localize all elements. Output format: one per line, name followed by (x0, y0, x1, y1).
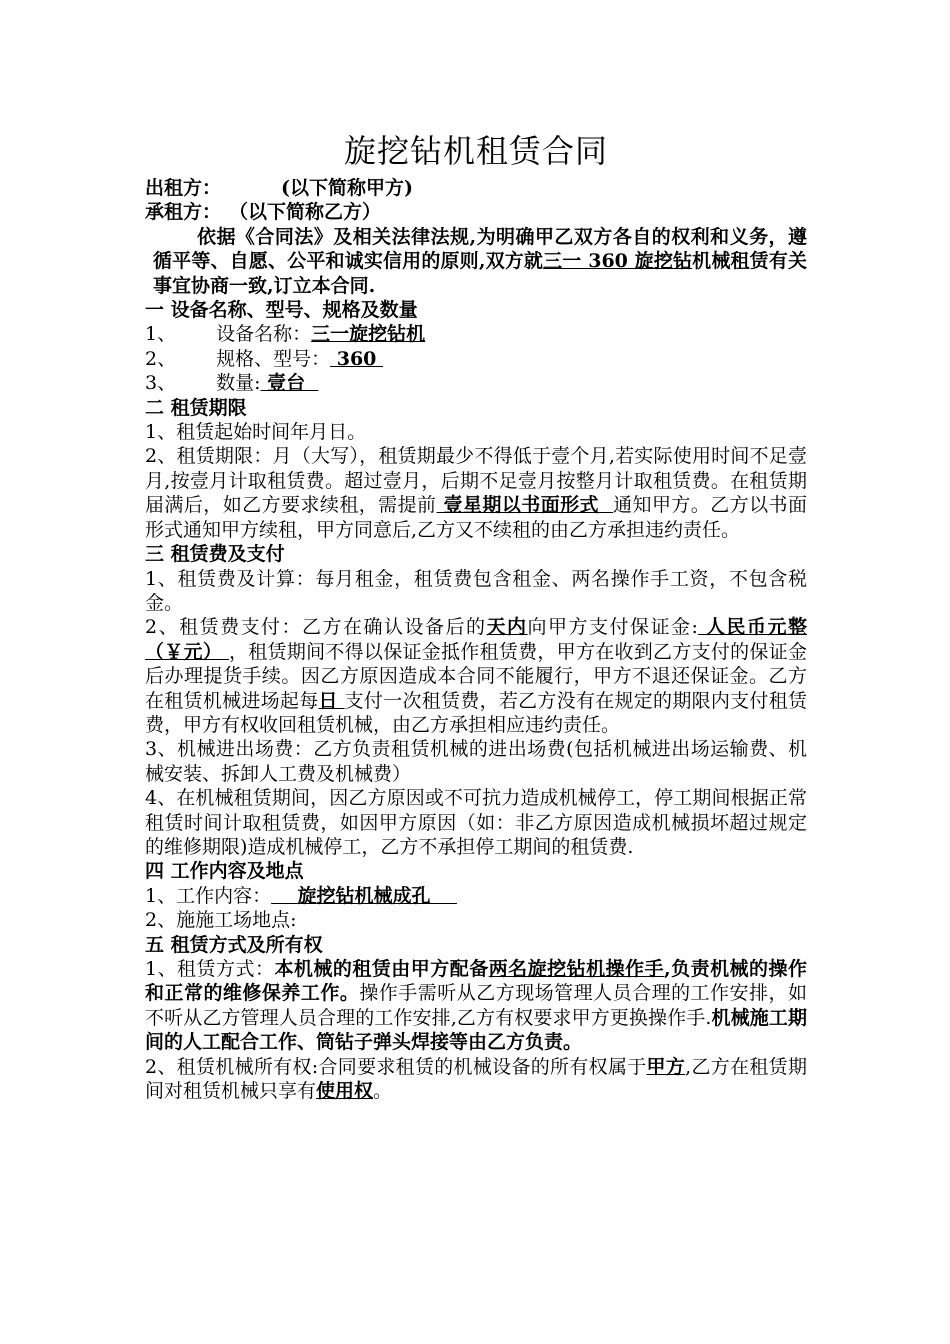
section4-p2: 2、施施工场地点: (145, 909, 297, 932)
paragraph-text: ,乙方在租赁期间对租赁机械只享有 (145, 1055, 807, 1103)
section3-p3: 3、机械进出场费：乙方负责租赁机械的进出场费(包括机械进出场运输费、机械安装、拆卸人工费及机械费） (145, 738, 807, 785)
item-number: 2、 (145, 347, 177, 370)
section3-p2 (145, 615, 807, 737)
underlined-text: 甲方 (646, 1055, 686, 1078)
lessor-note: (以下简称甲方) (281, 177, 413, 199)
section5-p2 (145, 1055, 807, 1104)
paragraph-text: 1、租赁方式： (145, 958, 275, 980)
section2-p2 (145, 444, 807, 542)
lessee-note: （以下简称乙方） (229, 201, 382, 224)
paragraph-text: ，租赁期间不得以保证金抵作租赁费，甲方在收到乙方支付的保证金后办理提货手续。因乙方原因造成本合同不能履行，甲方不退还保证金。乙方在租赁机械进场起每 (145, 640, 807, 712)
underlined-text: 壹星期以书面形式 (436, 494, 614, 517)
paragraph-text: 2、租赁期限：月（大写），租赁期最少不得低于壹个月,若实际使用时间不足壹月,按壹月计取租赁费。超过壹月，后期不足壹月按整月计取租赁费。在租赁期届满后，如乙方要求续租，需提前 (145, 445, 807, 517)
bold-text: 机械施工期间的人工配合工作、筒钻子弹头焊接等由乙方负责。 (145, 1006, 807, 1054)
section3-p1: 1、租赁费及计算：每月租金，租赁费包含租金、两名操作手工资，不包含税金。 (145, 567, 807, 614)
item-label: 数量: (216, 372, 261, 395)
section2-heading: 二 租赁期限 (145, 396, 247, 419)
item-number: 1、 (145, 323, 177, 346)
section3-heading: 三 租赁费及支付 (145, 543, 285, 566)
underlined-text: 日 (318, 689, 345, 712)
page-title: 旋挖钻机租赁合同 (343, 132, 608, 170)
item-value: 360 (330, 347, 383, 370)
intro-underlined: 三一 360 旋挖钻 (543, 250, 693, 273)
item-value: 三一旋挖钻机 (311, 323, 426, 346)
paragraph-text: 2、租赁机械所有权:合同要求租赁的机械设备的所有权属于 (145, 1055, 647, 1078)
item-number: 3、 (145, 372, 177, 395)
underlined-text: 使用权 (316, 1080, 374, 1103)
section3-p4: 4、在机械租赁期间，因乙方原因或不可抗力造成机械停工，停工期间根据正常租赁时间计取租赁费，如因甲方原因（如：非乙方原因造成机械损坏超过规定的维修期限)造成机械停工，乙方不承担停工期间的租赁费. (145, 787, 807, 858)
intro-text-end: 机械租赁有关事宜协商一致,订立本合同. (153, 250, 808, 297)
paragraph-text: 。 (373, 1080, 393, 1103)
section1-item-qty (145, 371, 807, 395)
intro-text: 依据《合同法》及相关法律法规,为明确甲乙双方各自的权利和义务，遵循平等、自愿、公平和诚实信用的原则,双方就 (153, 225, 807, 273)
section5-p1 (145, 957, 807, 1055)
section1-item-name (145, 322, 807, 346)
section1-item-spec (145, 347, 807, 371)
contract-page (145, 128, 807, 1103)
item-label: 设备名称： (216, 323, 312, 346)
section2-p1: 1、租赁起始时间年月日。 (145, 421, 367, 444)
lessor-line (145, 176, 807, 200)
paragraph-text: 支付一次租赁费，若乙方没有在规定的期限内支付租赁费，甲方有权收回租赁机械，由乙方承担相应违约责任。 (145, 689, 807, 736)
section4-heading: 四 工作内容及地点 (145, 860, 304, 883)
section5-heading: 五 租赁方式及所有权 (145, 933, 323, 956)
lessee-label: 承租方： (145, 201, 222, 224)
underlined-text: 天内 (486, 616, 528, 639)
lessee-line (145, 200, 807, 224)
bold-text: ,负责机械的操作和正常的维修保养工作。 (145, 958, 807, 1005)
paragraph-text: 通知甲方。乙方以书面形式通知甲方续租，甲方同意后,乙方又不续租的由乙方承担违约责任。 (145, 494, 807, 541)
paragraph-text: 操作手需听从乙方现场管理人员合理的工作安排，如不听从乙方管理人员合理的工作安排,乙方有权要求甲方更换操作手. (145, 982, 807, 1029)
item-value: 旋挖钻机械成孔 (271, 884, 458, 907)
item-value: 壹台 (260, 372, 319, 395)
lessor-label: 出租方： (145, 177, 222, 199)
paragraph-text: 向甲方支付保证金: (527, 616, 698, 639)
bold-text: 本机械的租赁由甲方配备 (274, 958, 489, 980)
item-label: 规格、型号： (216, 347, 331, 370)
section4-p1 (145, 884, 807, 908)
paragraph-text: 2、租赁费支付：乙方在确认设备后的 (145, 616, 487, 639)
underlined-text: 两名旋挖钻机操作手 (488, 958, 665, 980)
section1-heading: 一 设备名称、型号、规格及数量 (145, 299, 418, 322)
intro-paragraph (145, 225, 807, 298)
item-label: 1、工作内容： (145, 884, 272, 907)
underlined-text: 人民币元整（￥元） (145, 616, 807, 663)
